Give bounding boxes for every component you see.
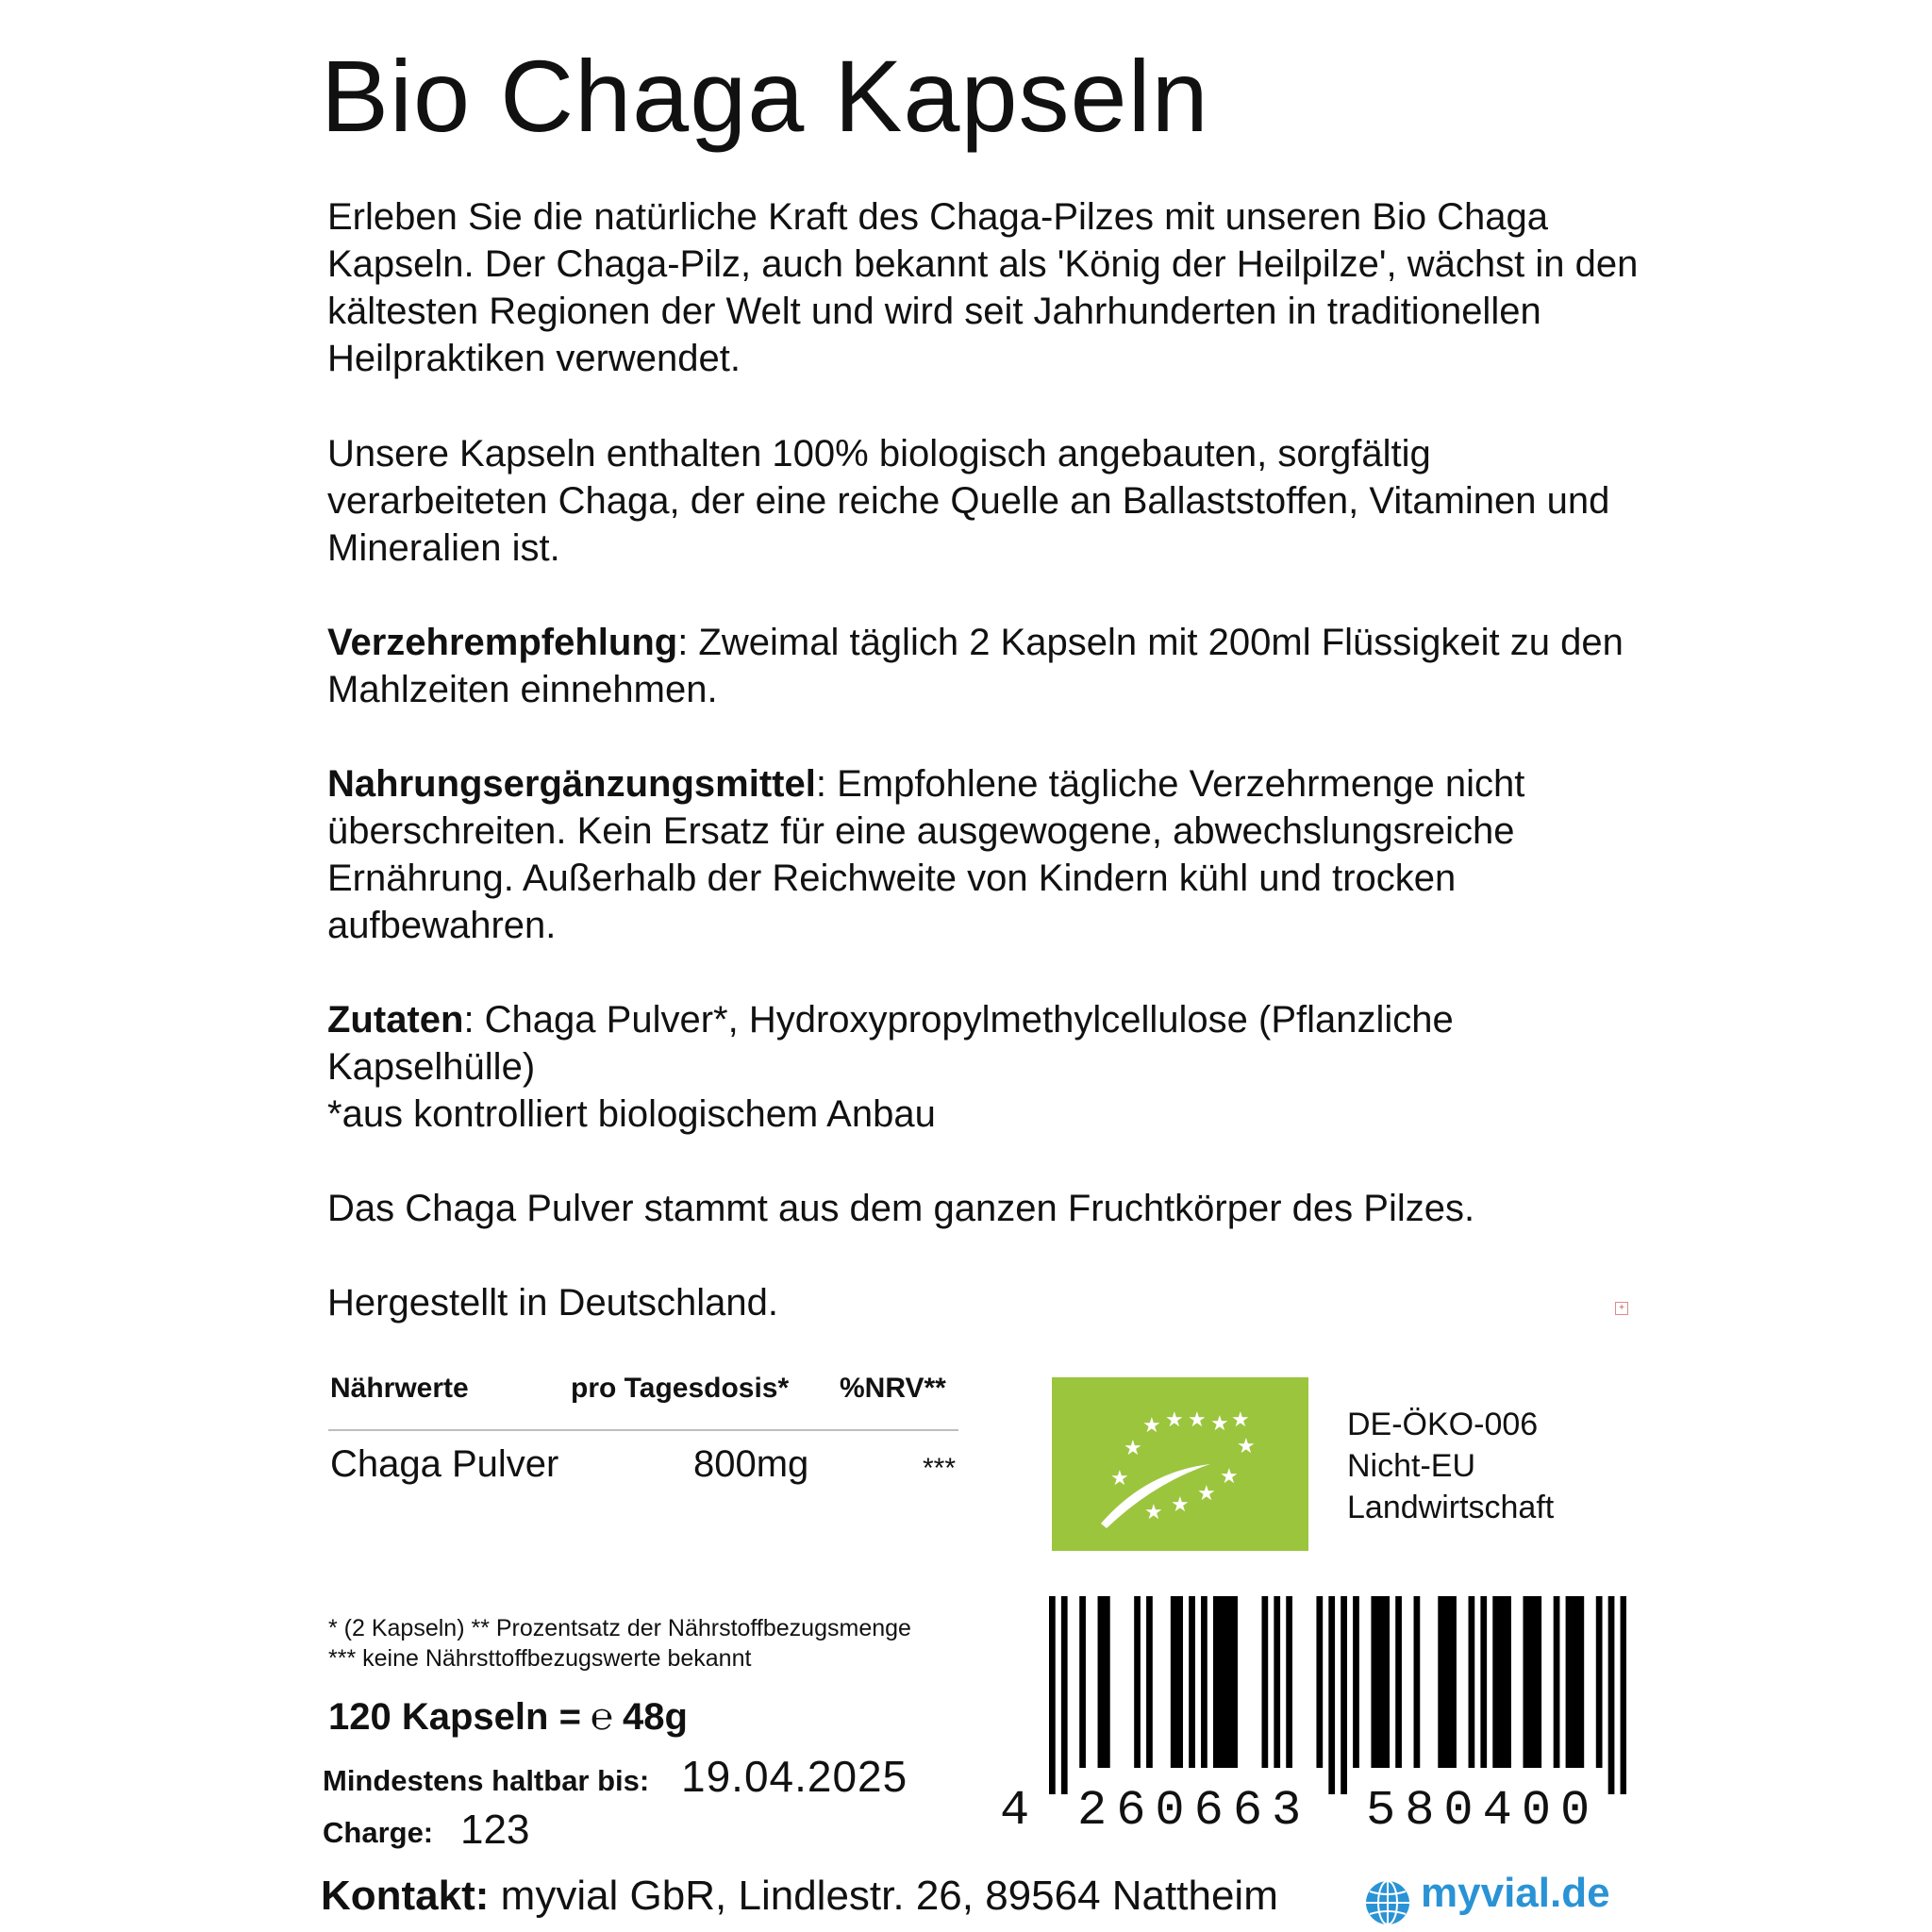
supplement-label: Nahrungsergänzungsmittel — [327, 763, 816, 805]
footnote-line-2: *** keine Nährsttoffbezugswerte bekannt — [328, 1645, 752, 1672]
barcode-bar — [1176, 1596, 1183, 1768]
powder-origin-text: Das Chaga Pulver stammt aus dem ganzen Fruchtkörper des Pilzes. — [327, 1188, 1475, 1229]
barcode-bar — [1274, 1596, 1280, 1768]
contact-line — [321, 1873, 1278, 1920]
barcode-bar — [1566, 1596, 1573, 1768]
barcode-bar — [1146, 1596, 1153, 1768]
capsule-count: 120 Kapseln = — [328, 1696, 581, 1738]
composition-paragraph: Unsere Kapseln enthalten 100% biologisch angebauten, sorgfältig verarbeiteten Chaga, der eine reiche Quelle an Ballaststoffen, Vitaminen und Mineralien ist. — [327, 433, 1610, 569]
best-before-label: Mindestens haltbar bis: — [323, 1764, 650, 1797]
barcode-bar — [1231, 1596, 1238, 1768]
barcode-bar — [1061, 1596, 1068, 1794]
net-weight: 48g — [622, 1696, 688, 1738]
nutrition-row-name: Chaga Pulver — [330, 1443, 559, 1485]
svg-text:★: ★ — [1144, 1501, 1163, 1524]
product-title: Bio Chaga Kapseln — [321, 39, 1209, 153]
svg-text:★: ★ — [1110, 1467, 1129, 1491]
barcode-bar — [1286, 1596, 1292, 1768]
svg-text:★: ★ — [1237, 1435, 1256, 1458]
svg-text:★: ★ — [1188, 1408, 1207, 1432]
nutrition-row-nrv: *** — [923, 1453, 957, 1484]
barcode-bar — [1219, 1596, 1225, 1768]
barcode-icon — [1049, 1596, 1626, 1794]
barcode-bar — [1499, 1596, 1506, 1768]
barcode-bar — [1414, 1596, 1421, 1768]
contact-label: Kontakt: — [321, 1873, 490, 1919]
barcode-first-digit: 4 — [1000, 1783, 1040, 1839]
barcode-bar — [1535, 1596, 1541, 1768]
barcode-bar — [1469, 1596, 1475, 1768]
recommendation-label: Verzehrempfehlung — [327, 622, 678, 663]
recommendation-text: : Zweimal täglich 2 Kapseln mit 200ml Flüssigkeit zu den Mahlzeiten einnehmen. — [327, 622, 1624, 710]
svg-text:★: ★ — [1210, 1412, 1229, 1436]
contact-address: myvial GbR, Lindlestr. 26, 89564 Nattheim — [489, 1873, 1278, 1919]
barcode-bar — [1480, 1596, 1487, 1768]
barcode-bar — [1438, 1596, 1444, 1768]
svg-text:★: ★ — [1142, 1414, 1161, 1438]
barcode-bar — [1577, 1596, 1584, 1768]
barcode-bar — [1371, 1596, 1377, 1768]
svg-text:★: ★ — [1124, 1437, 1142, 1460]
barcode-bar — [1328, 1596, 1335, 1794]
svg-text:★: ★ — [1220, 1465, 1239, 1489]
barcode-bar — [1529, 1596, 1536, 1768]
barcode-bar — [1171, 1596, 1177, 1768]
svg-text:★: ★ — [1231, 1408, 1250, 1432]
nutrition-header-nrv: %NRV** — [840, 1373, 946, 1404]
barcode-bar — [1189, 1596, 1195, 1768]
barcode-bar — [1572, 1596, 1578, 1768]
supplement-text: : Empfohlene tägliche Verzehrmenge nicht überschreiten. Kein Ersatz für eine ausgewogene, abwechslungsreiche Ernährung. Außerhalb der Reichweite von Kindern kühl und trocken aufbewahren. — [327, 763, 1525, 946]
barcode-bar — [1621, 1596, 1626, 1794]
barcode-bar — [1353, 1596, 1359, 1768]
charge-label: Charge: — [323, 1816, 434, 1849]
barcode-bar — [1098, 1596, 1105, 1768]
organic-origin: Nicht-EU Landwirtschaft — [1347, 1448, 1555, 1525]
ingredients-label: Zutaten — [327, 999, 464, 1041]
barcode-bar — [1079, 1596, 1086, 1768]
barcode-bar — [1523, 1596, 1529, 1768]
barcode-bar — [1377, 1596, 1384, 1768]
barcode-bar — [1201, 1596, 1208, 1768]
charge-value: 123 — [460, 1807, 530, 1853]
barcode-bar — [1554, 1596, 1560, 1768]
website-link[interactable]: myvial.de — [1421, 1870, 1610, 1916]
ingredients-text: : Chaga Pulver*, Hydroxypropylmethylcellulose (Pflanzliche Kapselhülle) — [327, 999, 1454, 1088]
barcode-bar — [1104, 1596, 1110, 1768]
globe-icon — [1364, 1879, 1411, 1926]
best-before-date: 19.04.2025 — [681, 1752, 908, 1801]
net-quantity — [328, 1694, 688, 1739]
barcode-bar — [1492, 1596, 1499, 1768]
barcode-bar — [1261, 1596, 1268, 1768]
barcode-bar — [1444, 1596, 1451, 1768]
svg-text:★: ★ — [1171, 1493, 1190, 1517]
barcode-bar — [1383, 1596, 1390, 1768]
barcode-left-group: 260663 — [1077, 1783, 1311, 1839]
barcode-bar — [1505, 1596, 1511, 1768]
svg-text:★: ★ — [1165, 1408, 1184, 1432]
organic-control-code: DE-ÖKO-006 — [1347, 1407, 1539, 1442]
barcode-bar — [1450, 1596, 1457, 1768]
organic-certification-text — [1347, 1404, 1554, 1528]
svg-text:★: ★ — [1197, 1482, 1216, 1506]
barcode-bar — [1134, 1596, 1141, 1768]
barcode-bar — [1395, 1596, 1402, 1768]
barcode-bar — [1225, 1596, 1232, 1768]
plus-mark-icon: + — [1615, 1302, 1628, 1315]
estimated-sign-icon: ℮ — [590, 1695, 613, 1739]
nutrition-row-amount: 800mg — [693, 1443, 809, 1485]
supplement-paragraph — [327, 760, 1639, 949]
ingredients-paragraph — [327, 996, 1639, 1138]
made-in-text: Hergestellt in Deutschland. — [327, 1282, 779, 1324]
recommendation-paragraph — [327, 619, 1639, 713]
barcode-bar — [1049, 1596, 1056, 1794]
nutrition-header-name: Nährwerte — [330, 1373, 469, 1404]
barcode-bar — [1608, 1596, 1615, 1794]
barcode-bar — [1341, 1596, 1347, 1794]
barcode-bar — [1316, 1596, 1323, 1768]
nutrition-header-dose: pro Tagesdosis* — [571, 1373, 790, 1404]
nutrition-divider — [328, 1429, 958, 1431]
eu-organic-leaf-icon — [1052, 1377, 1308, 1551]
barcode-bar — [1596, 1596, 1603, 1768]
intro-paragraph: Erleben Sie die natürliche Kraft des Chaga-Pilzes mit unseren Bio Chaga Kapseln. Der Chaga-Pilz, auch bekannt als 'König der Heilpilze', wächst in den kältesten Regionen der Welt und wird seit Jahrhunderten in traditionellen Heilpraktiken verwendet. — [327, 196, 1639, 379]
barcode-right-group: 580400 — [1366, 1783, 1600, 1839]
barcode-bar — [1213, 1596, 1220, 1768]
footnote-line-1: * (2 Kapseln) ** Prozentsatz der Nährstoffbezugsmenge — [328, 1615, 911, 1641]
ingredients-note: *aus kontrolliert biologischem Anbau — [327, 1093, 936, 1135]
